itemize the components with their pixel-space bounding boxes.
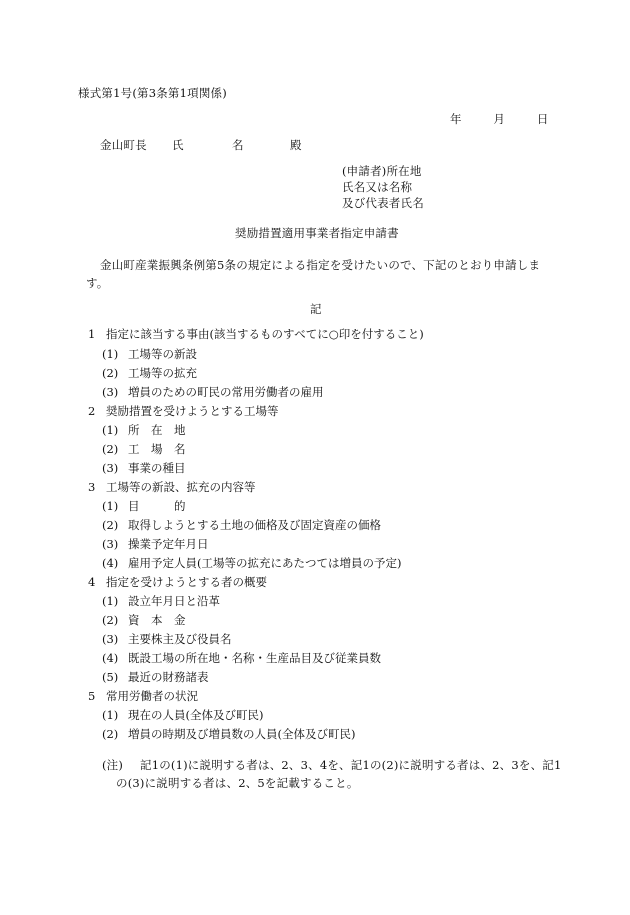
section-number: 4 — [88, 575, 96, 589]
item-text: 操業予定年月日 — [128, 537, 209, 551]
section-title-text: 指定を受けようとする者の概要 — [106, 575, 267, 589]
section-number: 1 — [88, 327, 96, 341]
item-text: 所 在 地 — [128, 423, 186, 437]
list-item — [102, 556, 401, 570]
note-line2: の(3)に説明する者は、2、5を記載すること。 — [116, 776, 359, 790]
section-1-title — [88, 327, 424, 341]
body-text-line2: す。 — [86, 276, 109, 290]
item-number: (1) — [102, 499, 119, 513]
list-item — [102, 385, 324, 399]
item-text: 工場等の拡充 — [128, 366, 197, 380]
item-text: 雇用予定人員(工場等の拡充にあたつては増員の予定) — [128, 556, 402, 570]
item-number: (3) — [102, 632, 119, 646]
item-text: 増員の時期及び増員数の人員(全体及び町民) — [128, 727, 356, 741]
item-text: 取得しようとする土地の価格及び固定資産の価格 — [128, 518, 381, 532]
addressee-dono: 殿 — [290, 138, 302, 152]
section-title-text: 常用労働者の状況 — [106, 689, 198, 703]
section-4-title — [88, 575, 267, 589]
section-title-text: 工場等の新設、拡充の内容等 — [106, 480, 256, 494]
item-number: (2) — [102, 366, 119, 380]
list-item — [102, 651, 381, 665]
item-number: (1) — [102, 708, 119, 722]
list-item — [102, 594, 220, 608]
item-text: 最近の財務諸表 — [128, 670, 209, 684]
list-item — [102, 499, 186, 513]
addressee-shi: 氏 — [172, 138, 184, 152]
applicant-representative-label: 及び代表者氏名 — [342, 196, 424, 210]
list-item — [102, 727, 355, 741]
section-3-title — [88, 480, 256, 494]
addressee-mei: 名 — [232, 138, 244, 152]
item-number: (4) — [102, 651, 119, 665]
item-number: (3) — [102, 385, 119, 399]
section-number: 5 — [88, 689, 96, 703]
list-item — [102, 347, 197, 361]
section-5-title — [88, 689, 198, 703]
date-year: 年 — [450, 112, 462, 126]
body-text-line1: 金山町産業振興条例第5条の規定による指定を受けたいので、下記のとおり申請しま — [100, 258, 541, 272]
item-text: 資 本 金 — [128, 613, 186, 627]
list-item — [102, 518, 381, 532]
section-number: 2 — [88, 404, 96, 418]
list-item — [102, 461, 186, 475]
list-item — [102, 537, 209, 551]
list-item — [102, 670, 209, 684]
note-label: (注) — [102, 758, 124, 772]
item-text: 目 的 — [128, 499, 186, 513]
item-text: 主要株主及び役員名 — [128, 632, 232, 646]
item-text: 増員のための町民の常用労働者の雇用 — [128, 385, 324, 399]
item-number: (1) — [102, 594, 119, 608]
list-item — [102, 708, 263, 722]
item-number: (2) — [102, 727, 119, 741]
form-label: 様式第1号(第3条第1項関係) — [78, 86, 227, 100]
item-number: (2) — [102, 518, 119, 532]
section-number: 3 — [88, 480, 96, 494]
item-text: 既設工場の所在地・名称・生産品目及び従業員数 — [128, 651, 381, 665]
list-item — [102, 442, 186, 456]
item-text: 工 場 名 — [128, 442, 186, 456]
item-number: (5) — [102, 670, 119, 684]
date-day: 日 — [536, 112, 549, 126]
applicant-address-label: (申請者)所在地 — [342, 164, 422, 178]
list-item — [102, 423, 186, 437]
item-number: (1) — [102, 423, 119, 437]
item-text: 現在の人員(全体及び町民) — [128, 708, 264, 722]
item-number: (1) — [102, 347, 119, 361]
applicant-name-label: 氏名又は名称 — [342, 180, 413, 194]
item-number: (3) — [102, 461, 119, 475]
list-item — [102, 632, 232, 646]
date-line — [450, 112, 549, 126]
section-title-text: 奨励措置を受けようとする工場等 — [106, 404, 279, 418]
ki-heading: 記 — [310, 302, 322, 316]
item-number: (3) — [102, 537, 119, 551]
item-number: (2) — [102, 442, 119, 456]
item-number: (2) — [102, 613, 119, 627]
document-title: 奨励措置適用事業者指定申請書 — [235, 226, 399, 240]
item-text: 設立年月日と沿革 — [128, 594, 220, 608]
item-number: (4) — [102, 556, 119, 570]
item-text: 工場等の新設 — [128, 347, 197, 361]
note-line1: 記1の(1)に説明する者は、2、3、4を、記1の(2)に説明する者は、2、3を、記1 — [140, 758, 562, 772]
item-text: 事業の種目 — [128, 461, 186, 475]
section-2-title — [88, 404, 279, 418]
addressee-title: 金山町長 — [100, 138, 147, 152]
date-month: 月 — [493, 112, 506, 126]
list-item — [102, 613, 186, 627]
list-item — [102, 366, 197, 380]
section-title-text: 指定に該当する事由(該当するものすべてに○印を付すること) — [106, 327, 424, 341]
